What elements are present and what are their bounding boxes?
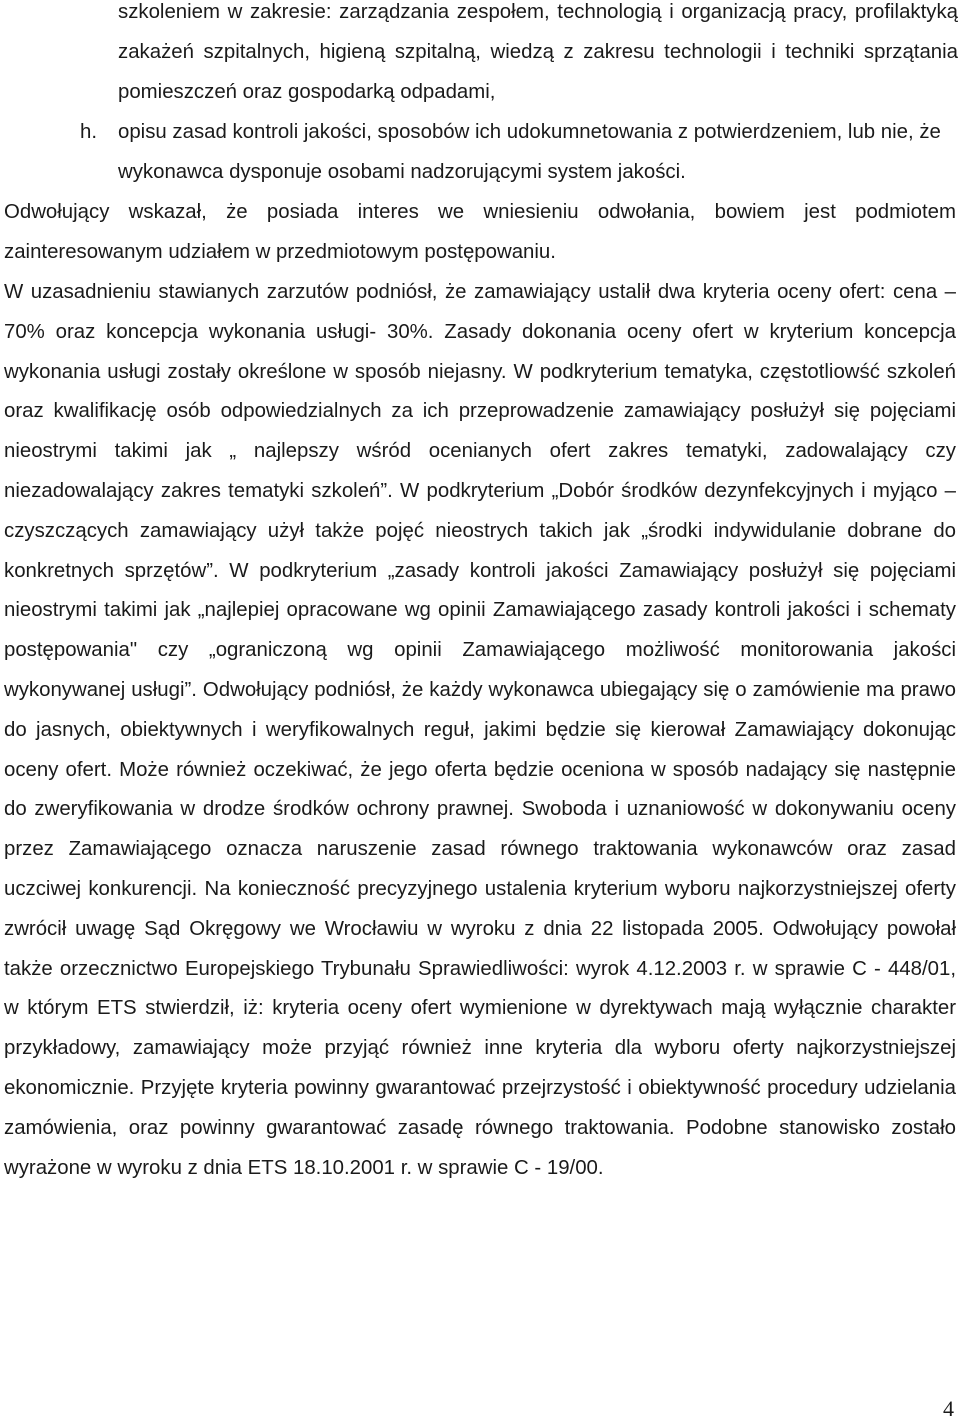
- list-marker: h.: [80, 121, 98, 143]
- list-item-text: opisu zasad kontroli jakości, sposobów ich udokumnetowania z potwierdzeniem, lub nie, że wykonawca dysponuje osobami nadzorującymi system jakości.: [118, 121, 941, 183]
- page-number: 4: [943, 1396, 954, 1421]
- paragraph-justification: W uzasadnieniu stawianych zarzutów podniósł, że zamawiający ustalił dwa kryteria oceny ofert: cena – 70% oraz koncepcja wykonania usługi- 30%. Zasady dokonania oceny ofert w kryterium koncepcja wykonania usługi zostały określone w sposób niejasny. W podkryterium tematyka, częstotliowść szkoleń oraz kwalifikację osób odpowiedzialnych za ich przeprowadzenie zamawiający posłużył się pojęciami nieostrymi takimi jak „ najlepszy wśród ocenianych ofert zakres tematyki, zadowalający czy niezadowalający zakres tematyki szkoleń”. W podkryterium „Dobór środków dezynfekcyjnych i myjąco – czyszczących zamawiający użył także pojęć nieostrych takich jak „środki indywidulanie dobrane do konkretnych sprzętów”. W podkryterium „zasady kontroli jakości Zamawiający posłużył się pojęciami nieostrymi takimi jak „najlepiej opracowane wg opinii Zamawiającego zasady kontroli jakości i schematy postępowania" czy „ograniczoną wg opinii Zamawiającego możliwość monitorowania jakości wykonywanej usługi”. Odwołujący podniósł, że każdy wykonawca ubiegający się o zamówienie ma prawo do jasnych, obiektywnych i weryfikowalnych reguł, jakimi będzie się kierował Zamawiający dokonując oceny ofert. Może również oczekiwać, że jego oferta będzie oceniona w sposób nadający się następnie do zweryfikowania w drodze środków ochrony prawnej. Swoboda i uznaniowość w dokonywaniu oceny przez Zamawiającego oznacza naruszenie zasad równego traktowania wykonawców oraz zasad uczciwej konkurencji. Na konieczność precyzyjnego ustalenia kryterium wyboru najkorzystniejszej oferty zwrócił uwagę Sąd Okręgowy we Wrocławiu w wyroku z dnia 22 listopada 2005. Odwołujący powołał także orzecznictwo Europejskiego Trybunału Sprawiedliwości: wyrok 4.12.2003 r. w sprawie C - 448/01, w którym ETS stwierdził, iż: kryteria oceny ofert wymienione w dyrektywach mają wyłącznie charakter przykładowy, zamawiający może przyjąć również inne kryteria dla wyboru oferty najkorzystniejszej ekonomicznie. Przyjęte kryteria powinny gwarantować przejrzystość i obiektywność procedury udzielania zamówienia, oraz powinny gwarantować zasadę równego traktowania. Podobne stanowisko zostało wyrażone w wyroku z dnia ETS 18.10.2001 r. w sprawie C - 19/00.: [4, 281, 956, 1179]
- paragraph-interest: Odwołujący wskazał, że posiada interes we wniesieniu odwołania, bowiem jest podmiotem zainteresowanym udziałem w przedmiotowym postępowaniu.: [4, 201, 956, 263]
- list-item-continuation: szkoleniem w zakresie: zarządzania zespołem, technologią i organizacją pracy, profilaktyką zakażeń szpitalnych, higieną szpitalną, wiedzą z zakresu technologii i techniki sprzątania pomieszczeń oraz gospodarką odpadami,: [118, 1, 958, 103]
